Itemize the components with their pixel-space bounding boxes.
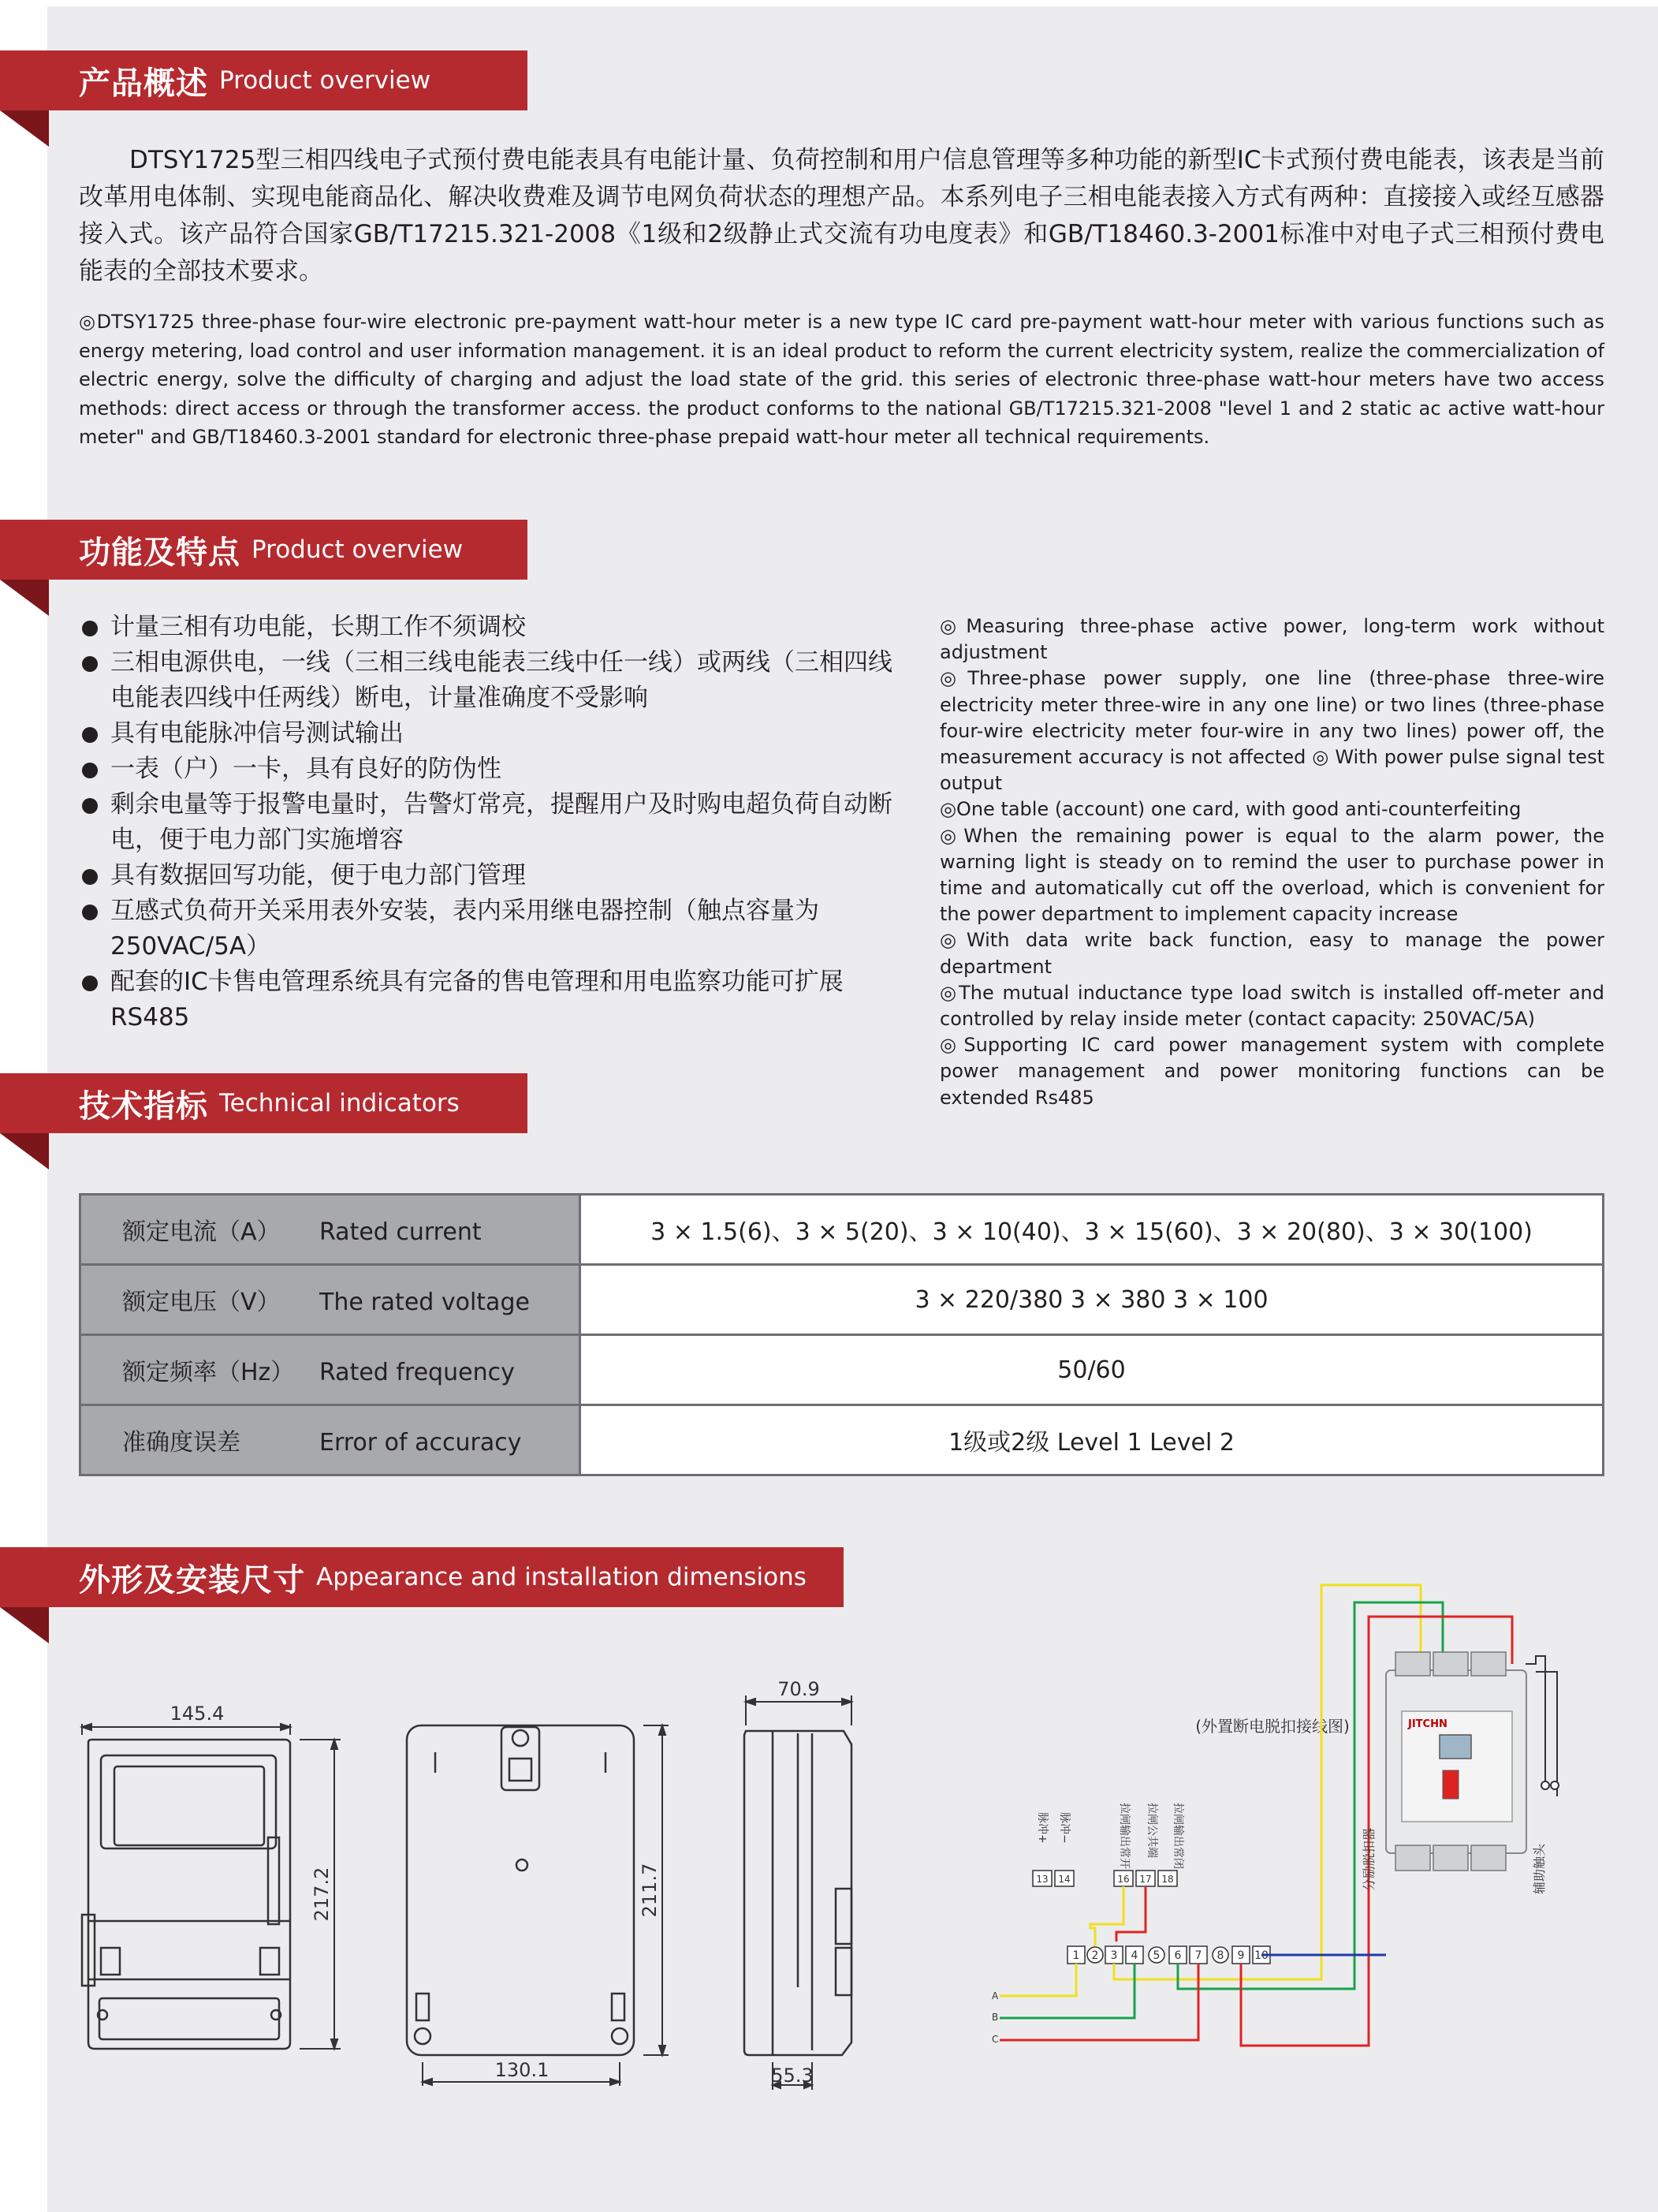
phase-c-label: C [992,2034,999,2045]
spec-label-en: Error of accuracy [319,1429,522,1457]
section-title-en: Appearance and installation dimensions [316,1563,807,1591]
terminal-9: 9 [1237,1949,1245,1962]
terminal-18: 18 [1161,1874,1174,1885]
list-item: ◎With data write back function, easy to manage the power department [940,929,1604,978]
list-item: 配套的IC卡售电管理系统具有完备的售电管理和用电监察功能可扩展RS485 [79,964,915,1035]
dim-side-bottom: 55.3 [771,2065,814,2087]
circuit-breaker [1386,1652,1526,1871]
spec-value: 50/60 [580,1335,1604,1405]
list-item: 剩余电量等于报警电量时，告警灯常亮，提醒用户及时购电超负荷自动断电，便于电力部门实施增容 [79,787,915,858]
label-aux-contact: 辅助触头 [1532,1843,1547,1894]
phase-a-label: A [992,1990,999,2001]
section-title-cn: 功能及特点 [79,534,240,571]
meter-back-view [407,1725,634,2055]
spec-label-cn: 额定频率（Hz） [122,1359,295,1386]
terminal-2: 2 [1091,1949,1099,1962]
terminal-1: 1 [1072,1949,1080,1962]
spec-label-en: The rated voltage [319,1289,530,1316]
meter-front-view [82,1740,290,2049]
wiring-title: (外置断电脱扣接线图) [1195,1717,1350,1736]
spec-label-cn: 准确度误差 [122,1429,240,1457]
aux-terminal-icon [1551,1781,1559,1789]
terminal-8: 8 [1216,1949,1224,1962]
dim-back-width: 130.1 [494,2059,550,2081]
spec-label-en: Rated current [319,1218,482,1246]
label-pulse-plus: 脉冲+ [1036,1812,1049,1844]
dim-front-height: 217.2 [311,1867,333,1922]
list-item: 互感式负荷开关采用表外安装，表内采用继电器控制（触点容量为250VAC/5A） [79,893,915,964]
section-title-en: Product overview [219,66,431,95]
spec-value: 3 × 220/380 3 × 380 3 × 100 [580,1265,1604,1335]
terminal-17: 17 [1139,1874,1152,1885]
overview-cn-paragraph: DTSY1725型三相四线电子式预付费电能表具有电能计量、负荷控制和用户信息管理等多种功能的新型IC卡式预付费电能表，该表是当前改革用电体制、实现电能商品化、解决收费难及调节电网负荷状态的理想产品。本系列电子三相电能表接入方式有两种：直接接入或经互感器接入式。该产品符合国家GB/T17215.321-2008《1级和2级静止式交流有功电度表》和GB/T18460.3-2001标准中对电子式三相预付费电能表的全部技术要求。 [79,146,1604,285]
label-no: 拉闸输出常开 [1118,1803,1131,1869]
terminal-10: 10 [1254,1949,1269,1962]
label-common: 拉闸公共端 [1146,1803,1158,1858]
label-nc: 拉闸输出常闭 [1172,1803,1184,1869]
spec-label-en: Rated frequency [319,1359,515,1386]
list-item: ◎The mutual inductance type load switch is installed off-meter and controlled by relay inside meter (contact capacity: 250VAC/5A) [940,981,1604,1031]
terminal-14: 14 [1058,1874,1071,1885]
phase-b-label: B [992,2012,999,2023]
dim-side-top: 70.9 [777,1678,820,1700]
spec-value: 1级或2级 Level 1 Level 2 [580,1405,1604,1475]
terminal-16: 16 [1117,1874,1130,1885]
dim-back-height: 211.7 [639,1863,661,1918]
terminal-5: 5 [1153,1949,1161,1962]
label-shunt-trip: 分励脱扣器 [1362,1827,1377,1891]
spec-label-cn: 额定电流（A） [122,1218,281,1246]
wiring-diagram [992,1585,1559,2046]
terminal-4: 4 [1131,1949,1138,1962]
terminal-6: 6 [1174,1949,1182,1962]
list-item: ◎When the remaining power is equal to the alarm power, the warning light is steady on to remind the user to purchase power in time and automatically cut off the overload, which is convenient for the power department to implement capacity increase [940,824,1604,926]
list-item: 具有电能脉冲信号测试输出 [79,716,915,752]
dim-front-width: 145.4 [170,1703,225,1725]
list-item: ◎Three-phase power supply, one line (three-phase three-wire electricity meter three-wire in any one line) or two lines (three-phase four-wire electricity meter four-wire in any two lines) power off, the measurement accuracy is not affected ◎ With power pulse signal test output [940,667,1604,795]
list-item: 具有数据回写功能，便于电力部门管理 [79,858,915,893]
terminal-3: 3 [1110,1949,1118,1962]
list-item: 三相电源供电，一线（三相三线电能表三线中任一线）或两线（三相四线电能表四线中任两线）断电，计量准确度不受影响 [79,645,915,716]
overview-en-paragraph: ◎DTSY1725 three-phase four-wire electronic pre-payment watt-hour meter is a new type IC card pre-payment watt-hour meter with various functions such as energy metering, load control and user information management. it is an ideal product to reform the current electricity system, realize the commercialization of electric energy, solve the difficulty of charging and adjust the load state of the grid. this series of electronic three-phase watt-hour meters have two access methods: direct access or through the transformer access. the product conforms to the national GB/T17215.321-2008 "level 1 and 2 static ac active watt-hour meter" and GB/T18460.3-2001 standard for electronic three-phase prepaid watt-hour meter all technical requirements. [79,311,1604,448]
aux-terminal-icon [1541,1781,1549,1789]
section-title-en: Product overview [251,535,464,564]
terminal-7: 7 [1194,1949,1202,1962]
list-item: ◎One table (account) one card, with good anti-counterfeiting [940,798,1522,821]
list-item: 计量三相有功电能，长期工作不须调校 [79,610,915,645]
section-title-cn: 技术指标 [79,1087,208,1125]
section-title-cn: 外形及安装尺寸 [79,1561,305,1598]
breaker-brand: JITCHN [1408,1718,1447,1730]
meter-side-view [744,1731,851,2055]
label-pulse-minus: 脉冲− [1058,1812,1071,1844]
section-title-cn: 产品概述 [79,65,208,102]
terminal-13: 13 [1036,1874,1049,1885]
section-title-en: Technical indicators [219,1089,460,1117]
list-item: ◎Measuring three-phase active power, long-term work without adjustment [940,615,1604,664]
spec-label-cn: 额定电压（V） [122,1289,281,1316]
spec-value: 3 × 1.5(6)、3 × 5(20)、3 × 10(40)、3 × 15(60)、3 × 20(80)、3 × 30(100) [580,1195,1604,1265]
list-item: 一表（户）一卡，具有良好的防伪性 [79,752,915,787]
list-item: ◎Supporting IC card power management system with complete power management and power monitoring functions can be extended Rs485 [940,1034,1604,1109]
